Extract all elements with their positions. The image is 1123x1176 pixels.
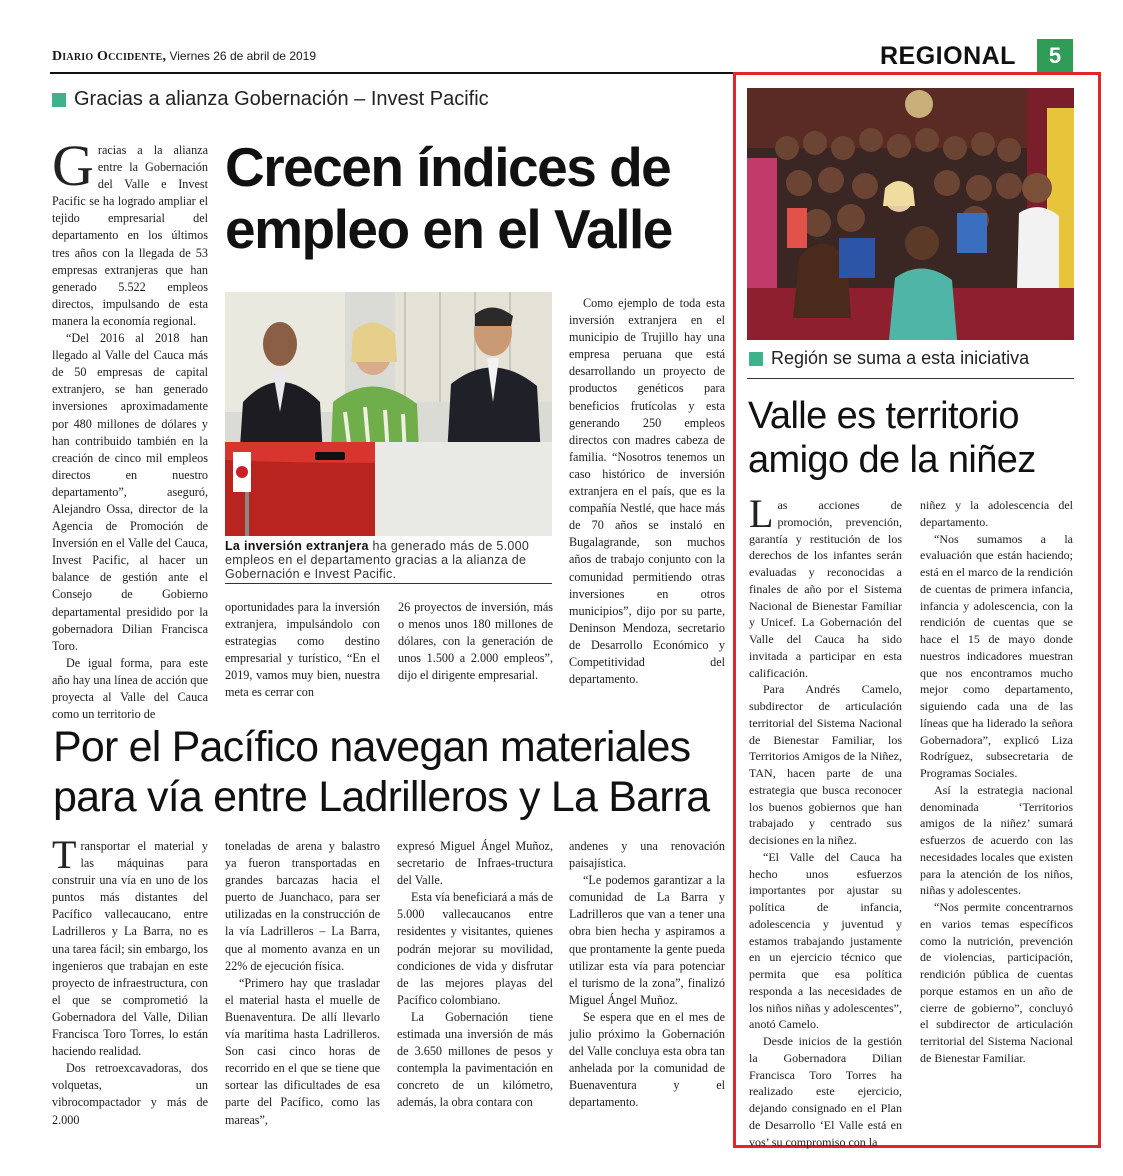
paragraph: niñez y la adolescencia del departamento.: [920, 498, 1073, 529]
paragraph: Esta vía beneficiará a más de 5.000 vallecaucanos entre residentes y visitantes, quienes podrán mejorar su movilidad, condiciones de vida y disfrutar de las mejores playas del Pacífico colombiano.: [397, 890, 553, 1007]
paragraph: “Nos sumamos a la evaluación que están haciendo; está en el marco de la rendición de cuentas de primera infancia, infancia y adolescencia, con la rendición de cuentas que se hace el 15 de mayo donde nuestros indicadores muestran que nos encontramos mucho mejor como departamento, siguiendo cada una de las líneas que ha liderado la señora Gobernadora”, explicó Liza Rodríguez, subsecretaria de Programas Sociales.: [920, 531, 1073, 780]
story1-column-2: [225, 599, 380, 702]
paragraph: “El Valle del Cauca ha hecho unos esfuerzos importantes por ajustar su política de infancia, adolescencia y juventud y estamos trabajando justamente en un ejercicio técnico que permita que esa política responda a las necesidades de los niños niñas y adolescentes”, anotó Camelo.: [749, 849, 902, 1032]
story2-dropcap: T: [52, 832, 77, 877]
story2-column-1: [52, 832, 208, 1129]
paragraph: 26 proyectos de inversión, más o menos unos 180 millones de dólares, con la generación de unos 1.500 a 2.000 empleos”, dijo el dirigente empresarial.: [398, 600, 553, 683]
paragraph: “Del 2016 al 2018 han llegado al Valle del Cauca más de 50 empresas de capital extranjero, se han generado inversiones aproximadamente por 480 millones de dólares y han contribuido también en la creación de cinco mil empleos directos en nuestro departamento”, aseguró, Alejandro Ossa, director de la Agencia de Promoción de Inversión en el Valle del Cauca, Invest Pacific, al hacer un balance de gestión ante el Consejo de Gobierno departamental presidido por la gobernadora Dilian Francisca Toro.: [52, 331, 208, 653]
story3-dropcap: L: [749, 491, 774, 536]
meeting-photo-illustration: [225, 292, 552, 536]
children-photo-illustration: [747, 88, 1074, 340]
story1-column-4: [569, 295, 725, 688]
story1-column-1: [52, 133, 208, 723]
page-number: 5: [1037, 39, 1073, 73]
paragraph: racias a la alianza entre la Gobernación del Valle e Invest Pacific se ha logrado ampliar el tejido empresarial del departamento en los últimos tres años con la llegada de 53 empresas extranjeras que han generado 5.522 empleos directos, impulsando de esta manera la economía regional.: [52, 143, 208, 328]
paragraph: “Le podemos garantizar a la comunidad de La Barra y Ladrilleros que van a tener una obra bien hecha y aspiramos a que prontamente la gente pueda utilizar esta vía para potenciar el turismo de la zona”, finalizó Miguel Ángel Muñoz.: [569, 873, 725, 1007]
story3-kicker-text: Región se suma a esta iniciativa: [771, 348, 1030, 368]
caption-lead: La inversión extranjera: [225, 539, 369, 553]
story2-column-4: [569, 838, 725, 1112]
paragraph: Desde inicios de la gestión la Gobernadora Dilian Francisca Toro Torres ha realizado este ejercicio, dejando consignado en el Plan de Desarrollo ‘El Valle está en vos’ su compromiso con la: [749, 1034, 902, 1149]
caption-text: ha generado más de 5.000 empleos en el departamento gracias a la alianza de Gobernación e Invest Pacific.: [225, 539, 530, 581]
story1-dropcap: G: [52, 133, 94, 198]
paragraph: Para Andrés Camelo, subdirector de articulación territorial del Sistema Nacional de Bienestar Familiar, los Territorios Amigos de la Niñez, TAN, hacen parte de una estrategia que busca reconocer los buenos gobiernos que han trabajado y centrado sus decisiones en la niñez.: [749, 682, 902, 847]
story2-headline: Por el Pacífico navegan materiales para vía entre Ladrilleros y La Barra: [53, 723, 710, 821]
paragraph: as acciones de promoción, prevención, garantía y restitución de los derechos de los infantes serán evaluadas y reconocidas a finales de año por el Sistema Nacional de Bienestar Familiar y Unicef. La Gobernación del Valle del Cauca ha sido invitada a participar en esta calificación.: [749, 498, 902, 680]
masthead: [52, 48, 316, 65]
caption-rule: [225, 583, 552, 584]
story3-column-2: [920, 497, 1073, 1067]
section-label: REGIONAL: [880, 42, 1016, 70]
story1-kicker-text: Gracias a alianza Gobernación – Invest Pacific: [74, 88, 489, 110]
kicker-rule: [747, 378, 1074, 379]
story1-headline: Crecen índices de empleo en el Valle: [225, 136, 672, 260]
paragraph: La Gobernación tiene estimada una inversión de más de 3.650 millones de pesos y contempla la pavimentación en concreto de un kilómetro, además, la obra contara con: [397, 1009, 553, 1110]
paragraph: Así la estrategia nacional denominada ‘Territorios amigos de la niñez’ sumará esfuerzos de acuerdo con las necesidades locales que existen para la atención de los niños, niñas y adolescentes.: [920, 782, 1073, 898]
paragraph: De igual forma, para este año hay una línea de acción que proyecta al Valle del Cauca como un territorio de: [52, 655, 208, 722]
paragraph: Como ejemplo de toda esta inversión extranjera en el municipio de Trujillo hay una empresa peruana que está desarrollando un proyecto de productos genéticos para beneficios frutícolas y esta generando 250 empleos directos con madres cabeza de familia. “Nosotros tenemos un caso histórico de inversión extranjera en el país, que es la compañía Nestlé, que hace más de 70 años se instaló en Bugalagrande, son muchos años de trabajo conjunto con la comunidad permitiendo otras inversiones en otros municipios”, dijo por su parte, Deninson Mendoza, secretario de Desarrollo Económico y Competitividad del departamento.: [569, 296, 725, 687]
story2-column-2: [225, 838, 380, 1129]
story1-kicker: [52, 88, 489, 111]
kicker-square-icon: [52, 93, 66, 107]
story3-headline: Valle es territorio amigo de la niñez: [748, 395, 1036, 481]
story3-column-1: [749, 491, 902, 1150]
story3-kicker: [749, 348, 1029, 369]
newspaper-name: Diario Occidente,: [52, 49, 167, 64]
photo-children-group: [747, 88, 1074, 340]
paragraph: Dos retroexcavadoras, dos volquetas, un vibrocompactador y más de 2.000: [52, 1061, 208, 1127]
paragraph: ransportar el material y las máquinas para construir una vía en uno de los puntos más distantes del Pacífico vallecaucano, entre Ladrilleros y La Barra, no es una tarea fácil; sin embargo, los ingenieros que trabajan en este proyecto de infraestructura, con el que se comprometió la Gobernadora del Valle, Dilian Francisca Toro Torres, lo están haciendo realidad.: [52, 839, 208, 1059]
paragraph: andenes y una renovación paisajística.: [569, 839, 725, 871]
paragraph: toneladas de arena y balastro ya fueron transportadas en grandes barcazas hacia el puerto de Juanchaco, para ser utilizadas en la construcción de la vía Ladrilleros – La Barra, que al momento avanza en un 22% de ejecución física.: [225, 839, 380, 973]
photo-investment-meeting: [225, 292, 552, 536]
issue-date: Viernes 26 de abril de 2019: [169, 49, 317, 63]
story2-column-3: [397, 838, 553, 1112]
paragraph: expresó Miguel Ángel Muñoz, secretario de Infraes-tructura del Valle.: [397, 839, 553, 888]
paragraph: “Nos permite concentrarnos en varios temas específicos como la nutrición, prevención de violencias, participación, rendición pública de cuentas porque estamos en un año de cierre de gobierno”, concluyó el subdirector de articulación territorial del Sistema Nacional de Bienestar Familiar.: [920, 900, 1073, 1065]
paragraph: oportunidades para la inversión extranjera, impulsándolo con estrategias como destino empresarial y turístico, “En el 2019, vamos muy bien, nuestra meta es cerrar con: [225, 600, 380, 700]
story1-column-3: [398, 599, 553, 684]
paragraph: “Primero hay que trasladar el material hasta el muelle de Buenaventura. De allí llevarlo vía marítima hasta Ladrilleros. Son casi cinco horas de recorrido en el que se tiene que sortear las dificultades de esa parte del Pacífico, como las mareas”,: [225, 975, 380, 1127]
kicker-square-icon: [749, 352, 763, 366]
paragraph: Se espera que en el mes de julio próximo la Gobernación del Valle concluya esta obra tan anhelada por la comunidad de Buenaventura y el departamento.: [569, 1009, 725, 1110]
photo-caption: [225, 539, 552, 581]
